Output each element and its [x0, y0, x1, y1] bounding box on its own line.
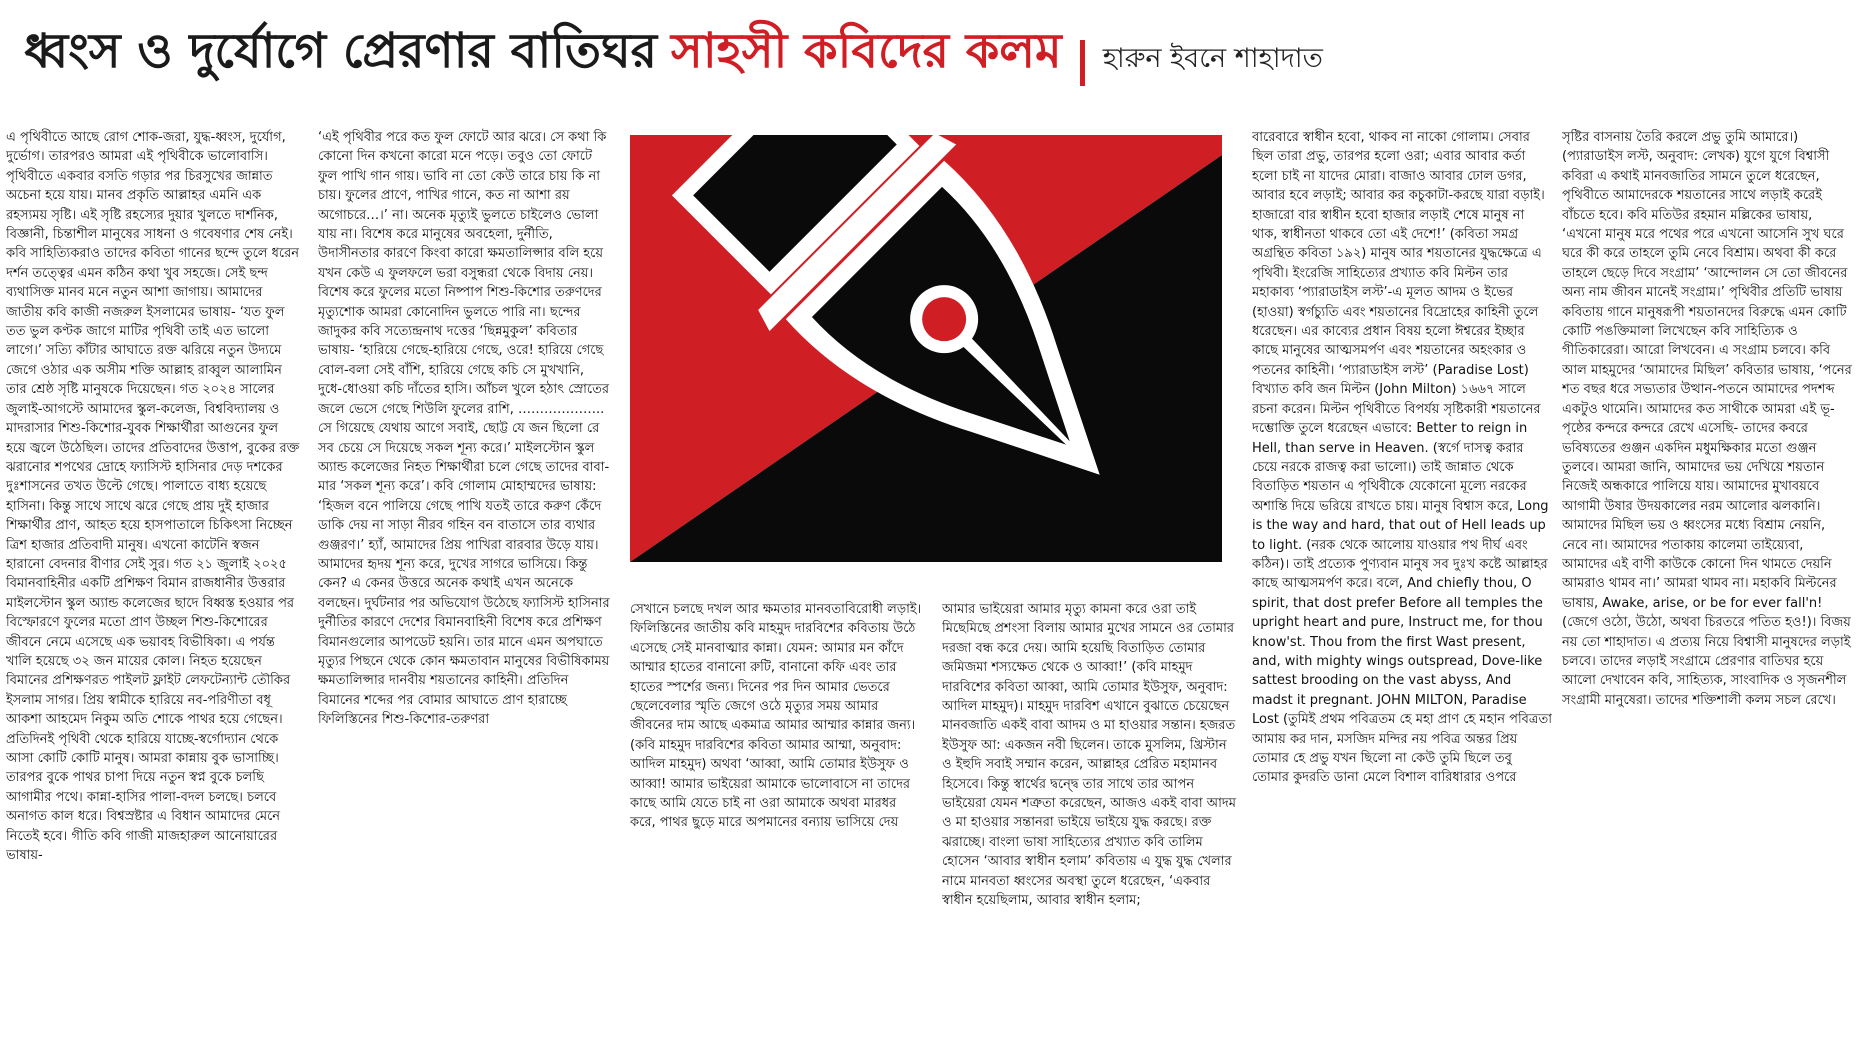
column-4-text: আমার ভাইয়েরা আমার মৃত্যু কামনা করে ওরা তাই মিছেমিছে প্রশংসা বিলায় আমার মুখের সামনে ওর তোমার দরজা বন্ধ করে দেয়। আমি হয়েছি বিতাড়িত তোমার জমিজমা শস্যক্ষেত থেকে ও আব্বা!’ (কবি মাহমুদ দারবিশের কবিতা আব্বা, আমি তোমার ইউসুফ, অনুবাদ: আদিল মাহমুদ)। মাহমুদ দারবিশ এখানে বুঝাতে চেয়েছেন মানবজাতি একই বাবা আদম ও মা হাওয়ার সন্তান। হজরত ইউসুফ আ: একজন নবী ছিলেন। তাকে মুসলিম, খ্রিস্টান ও ইহুদি সবাই সম্মান করেন, আল্লাহর প্রেরিত মহামানব হিসেবে। কিন্তু স্বার্থের দ্বন্দ্বে তার সাথে তার আপন ভাইয়েরা যেমন শত্রুতা করেছেন, আজও একই বাবা আদম ও মা হাওয়ার সন্তানরা ভাইয়ে ভাইয়ে যুদ্ধ করছে। রক্ত ঝরাচ্ছে। বাংলা ভাষা সাহিত্যের প্রখ্যাত কবি তালিম হোসেন ‘আবার স্বাধীন হলাম’ কবিতায় এ যুদ্ধ যুদ্ধ খেলার নামে মানবতা ধ্বংসের অবস্থা তুলে ধরেছেন, ‘একবার স্বাধীন হয়েছিলাম, আবার স্বাধীন হলাম; [942, 602, 1236, 909]
author-byline: হারুন ইবনে শাহাদাত [1102, 43, 1323, 74]
column-2-text: ‘এই পৃথিবীর পরে কত ফুল ফোটে আর ঝরে। সে কথা কি কোনো দিন কখনো কারো মনে পড়ে। তবুও তো ফোটে ফুল পাখি গান গায়। ভাবি না তো কেউ তারে চায় কি না চায়। ফুলের প্রাণে, পাখির গানে, কত না আশা রয় অগোচরে…।’ না। অনেক মৃত্যুই ভুলতে চাইলেও ভোলা যায় না। বিশেষ করে মানুষের অবহেলা, দুর্নীতি, উদাসীনতার কারণে কিংবা কারো ক্ষমতালিপ্সার বলি হয়ে যখন কেউ এ ফুলফলে ভরা বসুন্ধরা থেকে বিদায় নেয়। বিশেষ করে ফুলের মতো নিষ্পাপ শিশু-কিশোর তরুণদের মৃত্যুশোক আমরা কোনোদিন ভুলতে পারি না। ছন্দের জাদুকর কবি সত্যেন্দ্রনাথ দত্তের ‘ছিন্নমুকুল’ কবিতার ভাষায়- ‘হারিয়ে গেছে-হারিয়ে গেছে, ওরে! হারিয়ে গেছে বোল-বলা সেই বাঁশি, হারিয়ে গেছে কচি সে মুখখানি, দুধে-ধোওয়া কচি দাঁতের হাসি। আঁচল খুলে হঠাৎ স্রোতের জলে ভেসে গেছে শিউলি ফুলের রাশি, ……………….. সে গিয়েছে যেথায় আগে সবাই, ছোট্ট যে জন ছিলো রে সব চেয়ে সে দিয়েছে সকল শূন্য করে।’ মাইলস্টোন স্কুল অ্যান্ড কলেজের নিহত শিক্ষার্থীরা চলে গেছে তাদের বাবা-মার ‘সকল শূন্য করে’। কবি গোলাম মোহাম্মদের ভাষায়: ‘হিজল বনে পালিয়ে গেছে পাখি যতই তারে করুণ কেঁদে ডাকি দেয় না সাড়া নীরব গহিন বন বাতাসে তার ব্যথার গুঞ্জরণ।’ হ্যাঁ, আমাদের প্রিয় পাখিরা বারবার উড়ে যায়। আমাদের হৃদয় শূন্য করে, দুখের সাগরে ভাসিয়ে। কিন্তু কেন? এ কেনর উত্তরে অনেক কথাই এখন অনেকে বলছেন। দুর্ঘটনার পর অভিযোগ উঠেছে ফ্যাসিস্ট হাসিনার দুর্নীতির কারণে দেশের বিমানবাহিনী বিশেষ করে প্রশিক্ষণ বিমানগুলোর আপডেট হয়নি। তার মানে এমন অপঘাতে মৃত্যুর পিছনে থেকে কোন ক্ষমতাবান মানুষের বিভীষিকাময় ক্ষমতালিপ্সার দানবীয় শয়তানের কাহিনী। প্রতিদিন বিমানের শব্দের পর বোমার আঘাতে প্রাণ হারাচ্ছে ফিলিস্তিনের শিশু-কিশোর-তরুণরা [318, 130, 610, 728]
article-column-4 [942, 600, 1240, 1028]
article-column-2 [318, 128, 612, 1028]
article-column-3 [630, 600, 924, 1028]
article-column-6 [1562, 128, 1852, 1028]
column-6-text: সৃষ্টির বাসনায় তৈরি করলে প্রভু তুমি আমারে।) (প্যারাডাইস লস্ট, অনুবাদ: লেখক) যুগে যুগে বিশ্বাসী কবিরা এ কথাই মানবজাতির সামনে তুলে ধরেছেন, পৃথিবীতে আমাদেরকে শয়তানের সাথে লড়াই করেই বাঁচতে হবে। কবি মতিউর রহমান মল্লিকের ভাষায়, ‘এখনো মানুষ মরে পথের পরে এখনো আসেনি সুখ ঘরে ঘরে কী করে তাহলে তুমি নেবে বিশ্রাম। অথবা কী করে তাহলে ছেড়ে দিবে সংগ্রাম’ ‘আন্দোলন সে তো জীবনের অন্য নাম জীবন মানেই সংগ্রাম।’ পৃথিবীর প্রতিটি ভাষায় কবিতায় গানে মানুষরূপী শয়তানদের বিরুদ্ধে এমন কোটি কোটি পঙক্তিমালা লিখেছেন কবি সাহিত্যিক ও গীতিকারেরা। আরো লিখবেন। এ সংগ্রাম চলবে। কবি আল মাহমুদের ‘আমাদের মিছিল’ কবিতার ভাষায়, ‘পনের শত বছর ধরে সভ্যতার উত্থান-পতনে আমাদের পদশব্দ একটুও থামেনি। আমাদের কত সাথীকে আমরা এই ভূ-পৃষ্ঠের কন্দরে কন্দরে রেখে এসেছি- তাদের কবরে ভবিষ্যতের গুঞ্জন একদিন মধুমক্ষিকার মতো গুঞ্জন তুলবে। আমরা জানি, আমাদের ভয় দেখিয়ে শয়তান নিজেই অন্ধকারে পালিয়ে যায়। আমাদের মুখাবয়বে আগামী উষার উদয়কালের নরম আলোর ঝলকানি। আমাদের মিছিল ভয় ও ধ্বংসের মধ্যে বিশ্রাম নেয়নি, নেবে না। আমাদের পতাকায় কালেমা তাইয়্যেবা, আমাদের এই বাণী কাউকে কোনো দিন থামতে দেয়নি আমরাও থামব না।’ আমরা থামব না। মহাকবি মিল্টনের ভাষায়, Awake, arise, or be for ever fall'n! (জেগে ওঠো, উঠো, অথবা চিরতরে পতিত হও!)। বিজয় নয় তো শাহাদাত। এ প্রত্যয় নিয়ে বিশ্বাসী মানুষদের লড়াই চলবে। তাদের লড়াই সংগ্রামে প্রেরণার বাতিঘর হয়ে আলো দেখাবেন কবি, সাহিত্যক, সাংবাদিক ও সৃজনশীল সংগ্রামী মানুষেরা। তাদের শক্তিশালী কলম সচল রেখে। [1562, 130, 1852, 708]
fountain-pen-nib-icon [630, 135, 1222, 562]
column-5-text: বারেবারে স্বাধীন হবো, থাকব না নাকো গোলাম। সেবার ছিল তারা প্রভু, তারপর হলো ওরা; এবার আবার কর্তা হলো চাই না যাদের মোরা। বাজাও আবার ঢোল ডগর, আবার হবে লড়াই; আবার কর কচুকাটা-করছে যারা বড়াই। হাজারো বার স্বাধীন হবো হাজার লড়াই শেষে মানুষ না থাক, স্বাধীনতা থাকবে তো এই দেশে!’ (কবিতা সমগ্র অগ্রন্থিত কবিতা ১৯২) মানুষ আর শয়তানের যুদ্ধক্ষেত্রে এ পৃথিবী। ইংরেজি সাহিত্যের প্রখ্যাত কবি মিল্টন তার মহাকাব্য ‘প্যারাডাইস লস্ট’-এ মূলত আদম ও ইভের (হাওয়া) স্বর্গচ্যুতি এবং শয়তানের বিদ্রোহের কাহিনী তুলে ধরেছেন। এর কাব্যের প্রধান বিষয় হলো ঈশ্বরের ইচ্ছার কাছে মানুষের আত্মসমর্পণ এবং শয়তানের অহংকার ও পতনের কাহিনী। ‘প্যারাডাইস লস্ট’ (Paradise Lost) বিখ্যাত কবি জন মিল্টন (John Milton) ১৬৬৭ সালে রচনা করেন। মিল্টন পৃথিবীতে বিপর্যয় সৃষ্টিকারী শয়তানের দম্ভোক্তি তুলে ধরেছেন এভাবে: Better to reign in Hell, than serve in Heaven. (স্বর্গে দাসত্ব করার চেয়ে নরকে রাজত্ব করা ভালো।) তাই জান্নাত থেকে বিতাড়িত শয়তান এ পৃথিবীকে যেকোনো মূল্যে নরকের অশান্তি দিয়ে ভরিয়ে রাখতে চায়। মানুষ বিশ্বাস করে, Long is the way and hard, that out of Hell leads up to light. (নরক থেকে আলোয় যাওয়ার পথ দীর্ঘ এবং কঠিন)। তাই প্রত্যেক পুণ্যবান মানুষ সব দুঃখ কষ্টে আল্লাহর কাছে আত্মসমর্পণ করে। বলে, And chiefly thou, O spirit, that dost prefer Before all temples the upright heart and pure, Instruct me, for thou know'st. Thou from the first Wast present, and, with mighty wings outspread, Dove-like sattest brooding on the vast abyss, And madst it pregnant. JOHN MILTON, Paradise Lost (তুমিই প্রথম পবিত্রতম হে মহা প্রাণ হে মহান পবিত্রতা আমায় কর দান, মসজিদ মন্দির নয় পবিত্র অন্তর প্রিয় তোমার হে প্রভু যখন ছিলো না কেউ তুমি ছিলে তবু তোমার কুদরতি ডানা মেলে বিশাল বারিধারার ওপরে [1252, 130, 1552, 786]
article-column-5 [1252, 128, 1552, 1028]
headline-title-red: সাহসী কবিদের কলম [671, 23, 1062, 79]
headline [24, 14, 1834, 88]
headline-title-black: ধ্বংস ও দুর্যোগে প্রেরণার বাতিঘর [24, 23, 658, 79]
headline-divider [1080, 40, 1085, 86]
article-column-1 [6, 128, 300, 1028]
column-1-text: এ পৃথিবীতে আছে রোগ শোক-জরা, যুদ্ধ-ধ্বংস, দুর্যোগ, দুর্ভোগ। তারপরও আমরা এই পৃথিবীকে ভালোবাসি। পৃথিবীতে একবার বসতি গড়ার পর চিরসুখের জান্নাত অচেনা হয়ে যায়। মানব প্রকৃতি আল্লাহর এমনি এক রহস্যময় সৃষ্টি। এই সৃষ্টি রহস্যের দুয়ার খুলতে দার্শনিক, বিজ্ঞানী, চিন্তাশীল মানুষের সাধনা ও গবেষণার শেষ নেই। কবি সাহিত্যিকরাও তাদের কবিতা গানের ছন্দে তুলে ধরেন দর্শন তত্ত্বের এমন কঠিন কথা খুব সহজে। সেই ছন্দ ব্যথাসিক্ত মানব মনে নতুন আশা জাগায়। আমাদের জাতীয় কবি কাজী নজরুল ইসলামের ভাষায়- ‘যত ফুল তত ভুল কণ্টক জাগে মাটির পৃথিবী তাই এত ভালো লাগে।’ সত্যি কাঁটার আঘাতে রক্ত ঝরিয়ে নতুন উদ্যমে জেগে ওঠার এক অসীম শক্তি আল্লাহ রাব্বুল আলামিন তার শ্রেষ্ঠ সৃষ্টি মানুষকে দিয়েছেন। গত ২০২৪ সালের জুলাই-আগস্টে আমাদের স্কুল-কলেজ, বিশ্ববিদ্যালয় ও মাদরাসার শিশু-কিশোর-যুবক শিক্ষার্থীরা আগুনের ফুল হয়ে জ্বলে উঠেছিল। তাদের প্রতিবাদের উত্তাপ, বুকের রক্ত ঝরানোর শপথের দ্রোহে ফ্যাসিস্ট হাসিনার দেড় দশকের দুঃশাসনের তখত উল্টে গেছে। পালাতে বাধ্য হয়েছে হাসিনা। কিন্তু সাথে সাথে ঝরে গেছে প্রায় দুই হাজার শিক্ষার্থীর প্রাণ, আহত হয়ে হাসপাতালে চিকিৎসা নিচ্ছেন ত্রিশ হাজার প্রতিবাদী মানুষ। এখনো কাটেনি স্বজন হারানো বেদনার বীণার সেই সুর। গত ২১ জুলাই ২০২৫ বিমানবাহিনীর একটি প্রশিক্ষণ বিমান রাজধানীর উত্তরার মাইলস্টোন স্কুল অ্যান্ড কলেজের ছাদে বিধ্বস্ত হওয়ার পর বিস্ফোরণে ফুলের মতো প্রাণ উচ্ছল শিশু-কিশোরের জীবনে নেমে এসেছে এক ভয়াবহ বিভীষিকা। এ পর্যন্ত খালি হয়েছে ৩২ জন মায়ের কোল। নিহত হয়েছেন বিমানের প্রশিক্ষণরত পাইলট ফ্লাইট লেফটেন্যান্ট তৌকির ইসলাম সাগর। প্রিয় স্বামীকে হারিয়ে নব-পরিণীতা বধূ আকশা আহমেদ নিকুম অতি শোকে পাথর হয়ে গেছেন। প্রতিদিনই পৃথিবী থেকে হারিয়ে যাচ্ছে-স্বর্গোদ্যান থেকে আসা কোটি কোটি মানুষ। আমরা কান্নায় বুক ভাসাচ্ছি। তারপর বুকে পাথর চাপা দিয়ে নতুন স্বপ্ন বুকে চলছি আগামীর পথে। কান্না-হাসির পালা-বদল চলছে। চলবে অনাগত কাল ধরে। বিশ্বস্রষ্টার এ বিধান আমাদের মেনে নিতেই হবে। গীতি কবি গাজী মাজহারুল আনোয়ারের ভাষায়- [6, 130, 300, 864]
column-3-text: সেখানে চলছে দখল আর ক্ষমতার মানবতাবিরোধী লড়াই। ফিলিস্তিনের জাতীয় কবি মাহমুদ দারবিশের কবিতায় উঠে এসেছে সেই মানবাত্মার কান্না। যেমন: আমার মন কাঁদে আম্মার হাতের বানানো রুটি, বানানো কফি এবং তার হাতের স্পর্শের জন্য। দিনের পর দিন আমার ভেতরে ছেলেবেলার স্মৃতি জেগে ওঠে মৃত্যুর সময় আমার জীবনের দাম আছে একমাত্র আমার আম্মার কান্নার জন্য। (কবি মাহমুদ দারবিশের কবিতা আমার আম্মা, অনুবাদ: আদিল মাহমুদ) অথবা ‘আব্বা, আমি তোমার ইউসুফ ও আব্বা! আমার ভাইয়েরা আমাকে ভালোবাসে না তাদের কাছে আমি যেতে চাই না ওরা আমাকে অথবা মারধর করে, পাথর ছুড়ে মারে অপমানের বন্যায় ভাসিয়ে দেয় [630, 602, 922, 831]
